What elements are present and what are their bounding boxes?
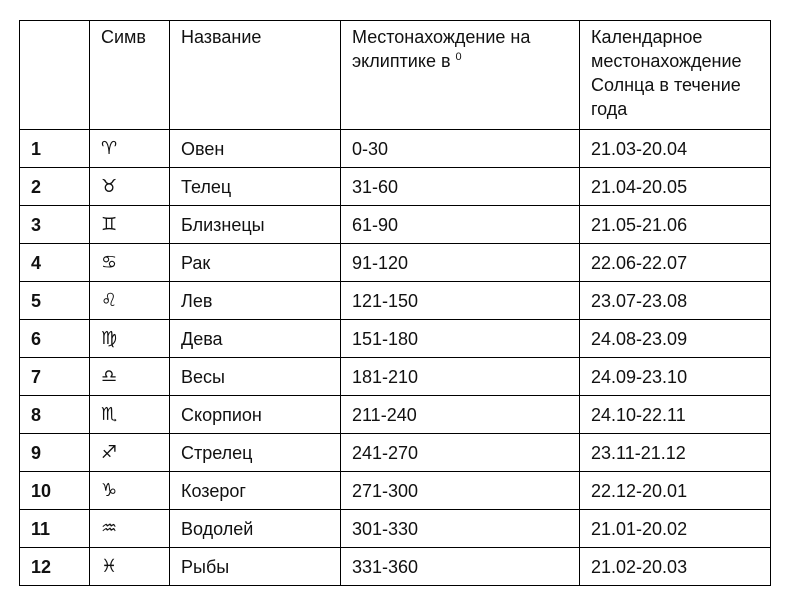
- sign-name: Лев: [170, 282, 341, 320]
- sign-name: Козерог: [170, 472, 341, 510]
- zodiac-table: [19, 20, 771, 586]
- ecliptic-range: 241-270: [341, 434, 580, 472]
- ecliptic-range: 0-30: [341, 130, 580, 168]
- sun-dates: 21.04-20.05: [580, 168, 771, 206]
- table-row: [20, 130, 771, 168]
- sun-dates: 23.07-23.08: [580, 282, 771, 320]
- header-ecliptic-text: Местонахождение на эклиптике в: [352, 27, 531, 71]
- taurus-icon: ♉: [90, 168, 170, 206]
- ecliptic-range: 151-180: [341, 320, 580, 358]
- row-number: 1: [20, 130, 90, 168]
- row-number: 5: [20, 282, 90, 320]
- row-number: 11: [20, 510, 90, 548]
- sign-name: Овен: [170, 130, 341, 168]
- header-number: [20, 21, 90, 130]
- virgo-icon: ♍: [90, 320, 170, 358]
- degree-superscript: 0: [455, 51, 462, 63]
- sign-name: Дева: [170, 320, 341, 358]
- header-symbol: Симв: [90, 21, 170, 130]
- pisces-icon: ♓: [90, 548, 170, 586]
- ecliptic-range: 121-150: [341, 282, 580, 320]
- table-row: [20, 244, 771, 282]
- header-ecliptic: [341, 21, 580, 130]
- table-header-row: [20, 21, 771, 130]
- sign-name: Водолей: [170, 510, 341, 548]
- sign-name: Телец: [170, 168, 341, 206]
- table-row: [20, 206, 771, 244]
- sign-name: Стрелец: [170, 434, 341, 472]
- table-row: [20, 396, 771, 434]
- ecliptic-range: 31-60: [341, 168, 580, 206]
- row-number: 6: [20, 320, 90, 358]
- table-row: [20, 510, 771, 548]
- ecliptic-range: 271-300: [341, 472, 580, 510]
- table-row: [20, 434, 771, 472]
- scorpio-icon: ♏: [90, 396, 170, 434]
- table-row: [20, 282, 771, 320]
- table-row: [20, 358, 771, 396]
- sun-dates: 24.08-23.09: [580, 320, 771, 358]
- sign-name: Рак: [170, 244, 341, 282]
- sun-dates: 24.10-22.11: [580, 396, 771, 434]
- row-number: 10: [20, 472, 90, 510]
- row-number: 3: [20, 206, 90, 244]
- sun-dates: 24.09-23.10: [580, 358, 771, 396]
- ecliptic-range: 91-120: [341, 244, 580, 282]
- aries-icon: ♈: [90, 130, 170, 168]
- row-number: 2: [20, 168, 90, 206]
- header-calendar: Календарное местонахождение Солнца в течение года: [580, 21, 771, 130]
- cancer-icon: ♋: [90, 244, 170, 282]
- sign-name: Рыбы: [170, 548, 341, 586]
- ecliptic-range: 331-360: [341, 548, 580, 586]
- ecliptic-range: 301-330: [341, 510, 580, 548]
- ecliptic-range: 61-90: [341, 206, 580, 244]
- table-row: [20, 548, 771, 586]
- row-number: 4: [20, 244, 90, 282]
- leo-icon: ♌: [90, 282, 170, 320]
- ecliptic-range: 211-240: [341, 396, 580, 434]
- sign-name: Весы: [170, 358, 341, 396]
- libra-icon: ♎: [90, 358, 170, 396]
- sun-dates: 21.01-20.02: [580, 510, 771, 548]
- row-number: 8: [20, 396, 90, 434]
- table-row: [20, 320, 771, 358]
- sun-dates: 22.12-20.01: [580, 472, 771, 510]
- header-name: Название: [170, 21, 341, 130]
- sagittarius-icon: ♐: [90, 434, 170, 472]
- sun-dates: 22.06-22.07: [580, 244, 771, 282]
- sun-dates: 23.11-21.12: [580, 434, 771, 472]
- gemini-icon: ♊: [90, 206, 170, 244]
- sign-name: Скорпион: [170, 396, 341, 434]
- sun-dates: 21.03-20.04: [580, 130, 771, 168]
- row-number: 7: [20, 358, 90, 396]
- sun-dates: 21.05-21.06: [580, 206, 771, 244]
- row-number: 9: [20, 434, 90, 472]
- table-row: [20, 472, 771, 510]
- ecliptic-range: 181-210: [341, 358, 580, 396]
- row-number: 12: [20, 548, 90, 586]
- table-row: [20, 168, 771, 206]
- aquarius-icon: ♒: [90, 510, 170, 548]
- sign-name: Близнецы: [170, 206, 341, 244]
- capricorn-icon: ♑: [90, 472, 170, 510]
- sun-dates: 21.02-20.03: [580, 548, 771, 586]
